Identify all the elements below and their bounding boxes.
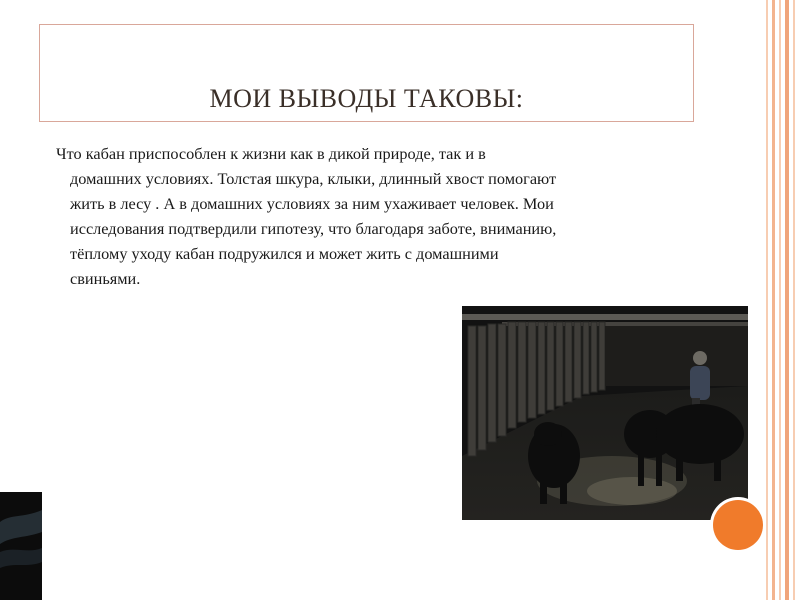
decorative-stripes (760, 0, 800, 600)
title-frame (39, 24, 694, 122)
slide-title: МОИ ВЫВОДЫ ТАКОВЫ: (209, 84, 524, 113)
decorative-orange-circle (713, 500, 763, 550)
text-line: тёплому уходу кабан подружился и может жить с домашними (70, 244, 499, 263)
conclusion-text (56, 141, 696, 291)
text-line: домашних условиях. Толстая шкура, клыки, длинный хвост помогают (70, 169, 557, 188)
text-line: жить в лесу . А в домашних условиях за ним ухаживает человек. Мои (70, 194, 554, 213)
text-line: свиньями. (70, 269, 141, 288)
boar-photo (462, 306, 748, 520)
boar-photo-image (462, 306, 748, 520)
text-line: Что кабан приспособлен к жизни как в дикой природе, так и в (56, 144, 486, 163)
corner-photo-image (0, 492, 42, 600)
text-line: исследования подтвердили гипотезу, что благодаря заботе, вниманию, (70, 219, 557, 238)
corner-photo (0, 492, 42, 600)
